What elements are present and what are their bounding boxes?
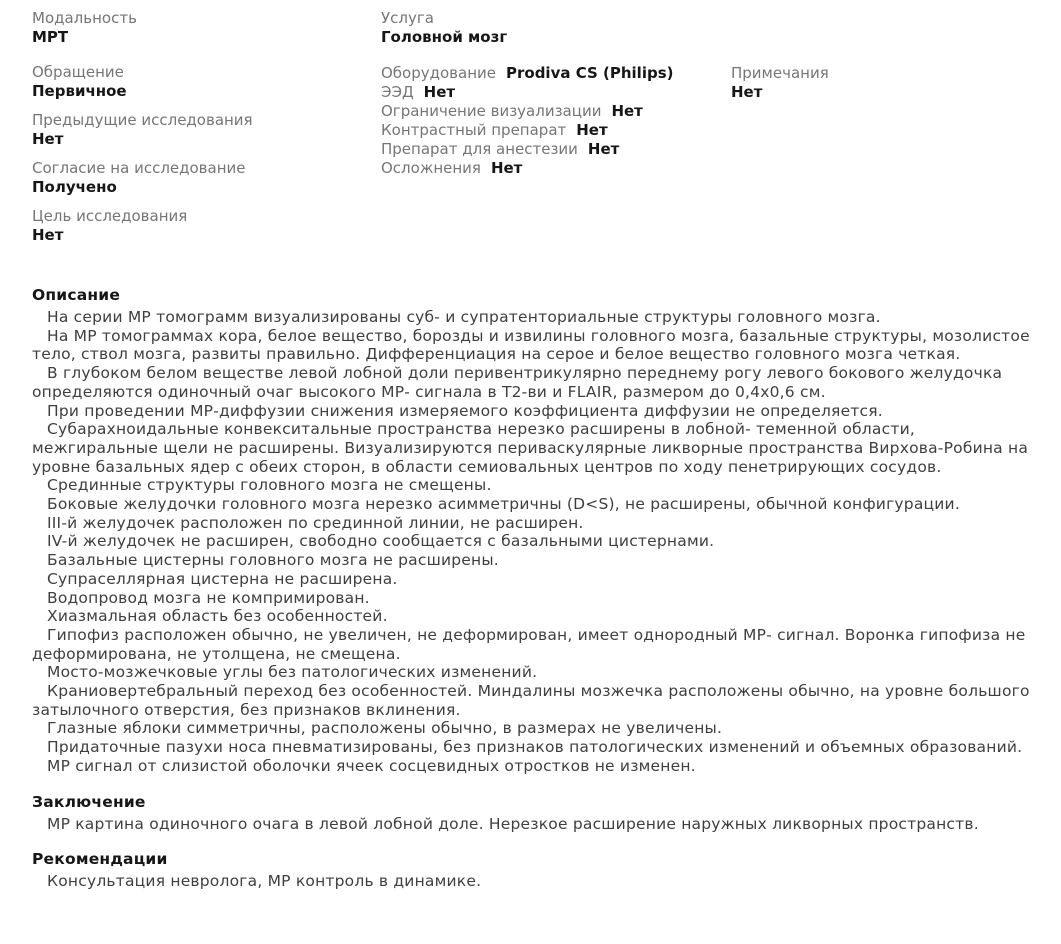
report-paragraph: В глубоком белом веществе левой лобной доли перивентрикулярно переднему рогу левого бокового желудочка определяются одиночный очаг высокого МР- сигнала в Т2-ви и FLAIR, размером до 0,4х0,6 см.	[32, 364, 1003, 401]
header-column-middle	[381, 9, 711, 178]
equipment-value: Prodiva CS (Philips)	[506, 64, 674, 82]
field-value: Нет	[731, 83, 763, 101]
report-paragraph: Боковые желудочки головного мозга нерезко асимметричны (D<S), не расширены, обычной конфигурации.	[47, 495, 960, 514]
report-paragraph: Краниовертебральный переход без особенностей. Миндалины мозжечка расположены обычно, на уровне большого затылочного отверстия, без признаков вклинения.	[32, 682, 1030, 719]
report-paragraph: Супраселлярная цистерна не расширена.	[47, 569, 398, 588]
report-paragraph: При проведении МР-диффузии снижения измеряемого коэффициента диффузии не определяется.	[47, 401, 883, 420]
section-title: Заключение	[32, 792, 146, 811]
report-paragraph: МР картина одиночного очага в левой лобной доле. Нерезкое расширение наружных ликворных пространств.	[47, 814, 979, 833]
section-title: Рекомендации	[32, 850, 168, 869]
equipment-row	[381, 121, 711, 140]
equipment-label: Ограничение визуализации	[381, 102, 602, 120]
report-paragraph: III-й желудочек расположен по срединной линии, не расширен.	[47, 513, 584, 532]
field-value: Нет	[32, 226, 64, 244]
report-paragraph: Консультация невролога, МР контроль в динамике.	[47, 872, 482, 891]
field-label: Обращение	[32, 63, 124, 81]
field-value: МРТ	[32, 28, 69, 46]
header-column-right	[731, 64, 1011, 112]
report-paragraph: На серии МР томограмм визуализированы суб- и супратенториальные структуры головного мозга.	[47, 308, 881, 326]
field-label: Согласие на исследование	[32, 159, 246, 177]
report-paragraph: Хиазмальная область без особенностей.	[47, 607, 388, 626]
equipment-label: ЭЭД	[381, 83, 414, 101]
field-value: Нет	[32, 130, 64, 148]
equipment-label: Оборудование	[381, 64, 496, 82]
equipment-row	[381, 159, 711, 178]
equipment-label: Контрастный препарат	[381, 121, 567, 139]
report-paragraph: Водопровод мозга не компримирован.	[47, 588, 370, 607]
field-group-study-goal	[32, 207, 362, 245]
field-group-referral	[32, 63, 362, 101]
report-paragraph: Глазные яблоки симметричны, расположены обычно, в размерах не увеличены.	[47, 719, 723, 738]
report-paragraph: IV-й желудочек не расширен, свободно сообщается с базальными цистернами.	[47, 532, 715, 551]
section-title: Описание	[32, 286, 121, 304]
field-group-consent	[32, 159, 362, 197]
field-label: Модальность	[32, 9, 137, 27]
field-label: Примечания	[731, 64, 829, 82]
section-description	[32, 286, 1046, 776]
report-paragraph: Субарахноидальные конвекситальные пространства нерезко расширены в лобной- теменной области, межгиральные щели не расширены. Визуализируются периваскулярные ликворные пространства Вирхова-Робина на уровне базальных ядер с обеих сторон, в области семиовальных центров по ходу пенетрирующих сосудов.	[32, 420, 1029, 476]
equipment-row	[381, 83, 711, 102]
equipment-row	[381, 64, 711, 83]
report-paragraph: Придаточные пазухи носа пневматизированы, без признаков патологических изменений и объемных образований.	[47, 738, 1023, 757]
report-body	[32, 286, 1046, 891]
field-label: Услуга	[381, 9, 434, 27]
field-value: Головной мозг	[381, 28, 508, 46]
report-paragraph: На МР томограммах кора, белое вещество, борозды и извилины головного мозга, базальные структуры, мозолистое тело, ствол мозга, развиты правильно. Дифференциация на серое и белое вещество головного мозга четкая.	[32, 326, 1030, 364]
equipment-label: Препарат для анестезии	[381, 140, 578, 158]
equipment-value: Нет	[423, 83, 456, 101]
field-group-service	[381, 9, 711, 47]
section-conclusion	[32, 793, 1046, 834]
report-paragraph: Срединные структуры головного мозга не смещены.	[47, 476, 492, 495]
equipment-label: Осложнения	[381, 159, 481, 177]
field-group-previous-studies	[32, 111, 362, 149]
header-column-left	[32, 9, 362, 255]
field-group-notes	[731, 64, 1011, 102]
equipment-value: Нет	[490, 159, 523, 177]
report-paragraph: МР сигнал от слизистой оболочки ячеек сосцевидных отростков не изменен.	[47, 756, 696, 775]
equipment-value: Нет	[587, 140, 620, 158]
equipment-row	[381, 140, 711, 159]
report-paragraph: Гипофиз расположен обычно, не увеличен, не деформирован, имеет однородный МР- сигнал. Воронка гипофиза не деформирована, не утолщена, не смещена.	[32, 625, 1026, 663]
field-group-modality	[32, 9, 362, 47]
equipment-row	[381, 102, 711, 121]
field-value: Получено	[32, 178, 117, 196]
section-recommendations	[32, 850, 1046, 891]
field-label: Цель исследования	[32, 207, 188, 225]
report-paragraph: Базальные цистерны головного мозга не расширены.	[47, 551, 499, 570]
equipment-value: Нет	[611, 102, 643, 120]
equipment-value: Нет	[576, 121, 608, 139]
field-value: Первичное	[32, 82, 127, 100]
field-label: Предыдущие исследования	[32, 111, 253, 129]
equipment-list	[381, 64, 711, 178]
report-paragraph: Мосто-мозжечковые углы без патологических изменений.	[47, 663, 538, 682]
